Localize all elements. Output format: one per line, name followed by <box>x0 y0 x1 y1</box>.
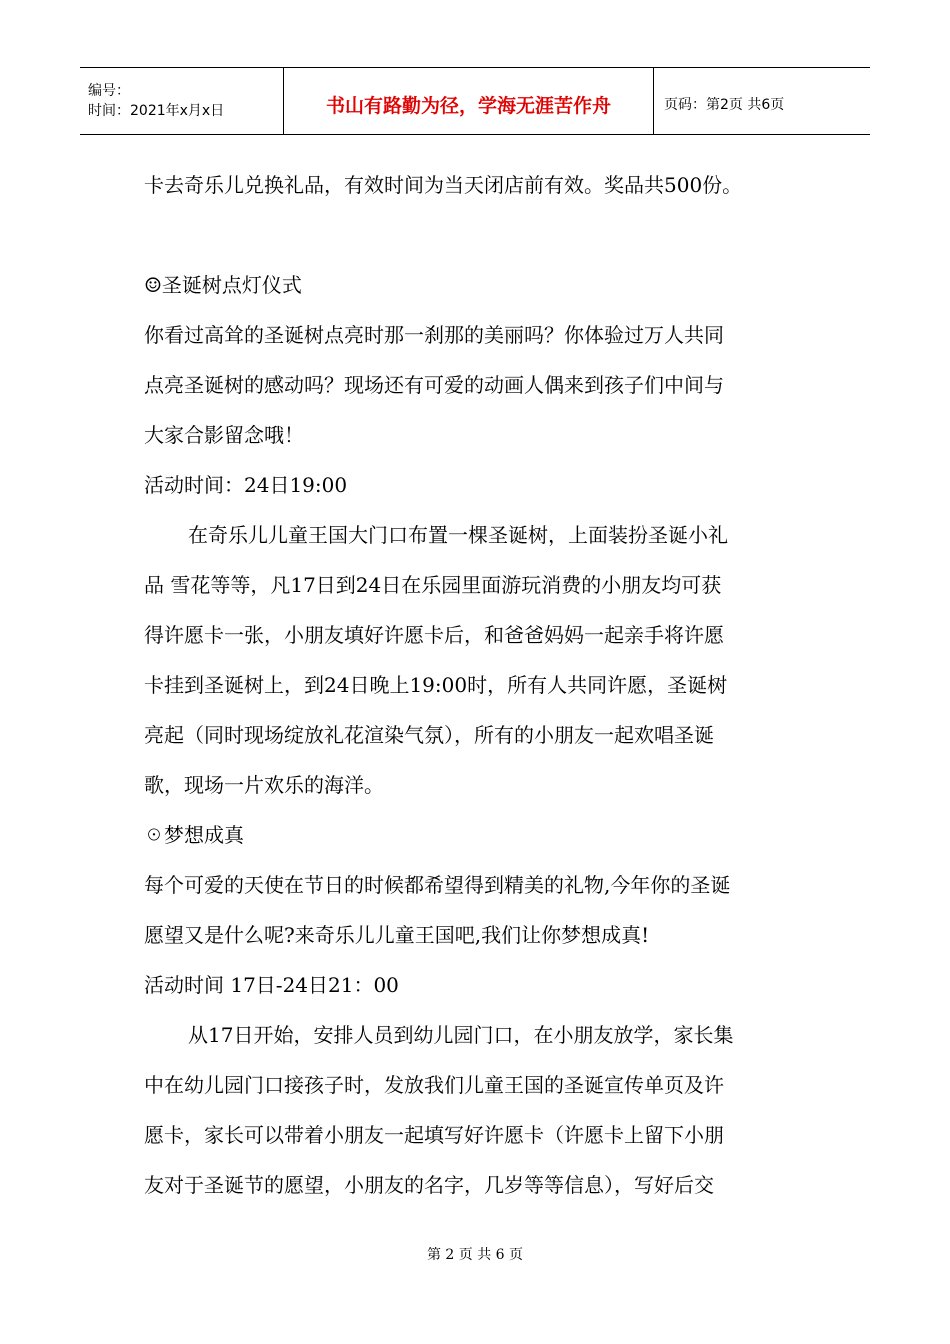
section-title-tree-lighting: ☺圣诞树点灯仪式 <box>144 273 302 297</box>
paragraph-line: 卡去奇乐儿兑换礼品，有效时间为当天闭店前有效。奖品共500份。 <box>144 173 743 197</box>
header-motto: 书山有路勤为径，学海无涯苦作舟 <box>284 68 654 134</box>
paragraph-line: 得许愿卡一张，小朋友填好许愿卡后，和爸爸妈妈一起亲手将许愿 <box>144 623 724 647</box>
paragraph-line: 品 雪花等等，凡17日到24日在乐园里面游玩消费的小朋友均可获 <box>144 573 722 597</box>
paragraph-line: 从17日开始，安排人员到幼儿园门口，在小朋友放学，家长集 <box>188 1023 734 1047</box>
paragraph-line: 卡挂到圣诞树上，到24日晚上19:00时，所有人共同许愿，圣诞树 <box>144 673 728 697</box>
page-footer: 第 2 页 共 6 页 <box>426 1247 524 1263</box>
event-time: 活动时间 17日-24日21：00 <box>144 973 399 997</box>
event-time: 活动时间：24日19:00 <box>144 473 348 497</box>
paragraph-line: 在奇乐儿儿童王国大门口布置一棵圣诞树，上面装扮圣诞小礼 <box>188 523 728 547</box>
paragraph-line: 愿卡，家长可以带着小朋友一起填写好许愿卡（许愿卡上留下小朋 <box>144 1123 724 1147</box>
paragraph-line: 歌，现场一片欢乐的海洋。 <box>144 773 384 797</box>
paragraph-line: 你看过高耸的圣诞树点亮时那一刹那的美丽吗？你体验过万人共同 <box>144 323 724 347</box>
paragraph-line: 大家合影留念哦！ <box>144 423 304 447</box>
header-page-info: 页码：第2页 共6页 <box>664 97 785 113</box>
number-label: 编号： <box>88 83 130 99</box>
paragraph-line: 点亮圣诞树的感动吗？现场还有可爱的动画人偶来到孩子们中间与 <box>144 373 724 397</box>
paragraph-line: 友对于圣诞节的愿望，小朋友的名字，几岁等等信息），写好后交 <box>144 1173 714 1197</box>
header-meta <box>80 68 284 134</box>
section-title-dream-come-true: ☉梦想成真 <box>144 823 244 847</box>
paragraph-line: 亮起（同时现场绽放礼花渲染气氛），所有的小朋友一起欢唱圣诞 <box>144 723 714 747</box>
paragraph-line: 愿望又是什么呢?来奇乐儿儿童王国吧,我们让你梦想成真! <box>144 923 650 947</box>
paragraph-line: 中在幼儿园门口接孩子时，发放我们儿童王国的圣诞宣传单页及许 <box>144 1073 724 1097</box>
page-header <box>80 67 870 135</box>
document-body <box>144 160 814 1210</box>
spacer <box>144 210 814 260</box>
time-label: 时间：2021年x月x日 <box>88 103 225 119</box>
paragraph-line: 每个可爱的天使在节日的时候都希望得到精美的礼物,今年你的圣诞 <box>144 873 731 897</box>
